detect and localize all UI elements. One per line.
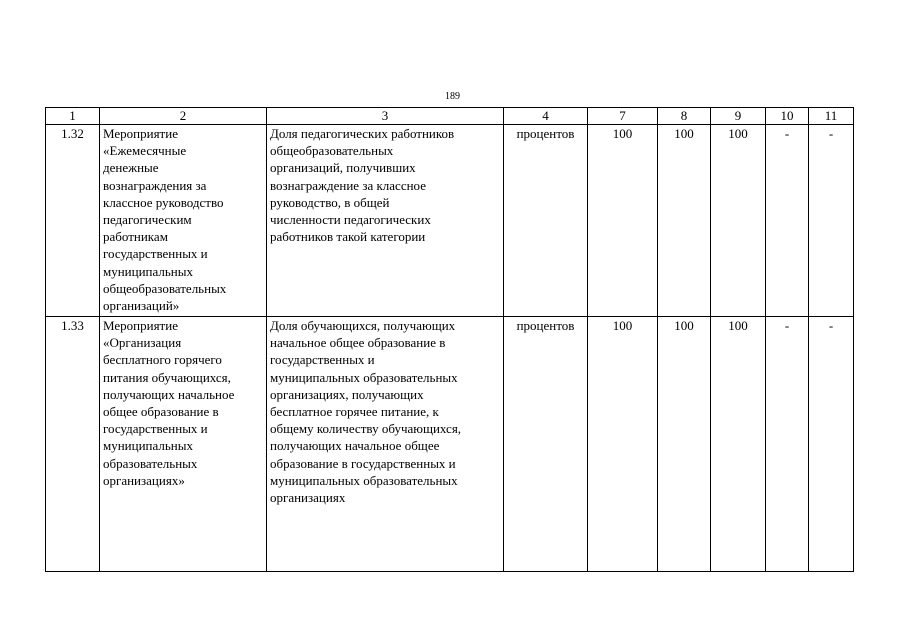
column-header: 2	[100, 108, 267, 125]
unit-cell: процентов	[504, 317, 588, 572]
table-row	[46, 125, 854, 317]
row-number: 1.32	[46, 125, 100, 317]
value-cell-9: 100	[711, 125, 766, 317]
indicator-text: Доля педагогических работников общеобразовательных организаций, получивших вознаграждение за классное руководство, в общей численности педагогических работников такой категории	[270, 126, 455, 245]
unit-cell: процентов	[504, 125, 588, 317]
value-cell-11: -	[809, 125, 854, 317]
event-text: Мероприятие «Ежемесячные денежные вознаграждения за классное руководство педагогическим работникам государственных и муниципальных общеобразовательных организаций»	[103, 126, 227, 314]
column-header: 11	[809, 108, 854, 125]
column-header: 4	[504, 108, 588, 125]
value-cell-7: 100	[588, 317, 658, 572]
value-cell-9: 100	[711, 317, 766, 572]
table-header-row	[46, 108, 854, 125]
event-cell	[100, 317, 267, 572]
value-cell-8: 100	[658, 125, 711, 317]
column-header: 1	[46, 108, 100, 125]
column-header: 7	[588, 108, 658, 125]
column-header: 9	[711, 108, 766, 125]
column-header: 10	[766, 108, 809, 125]
event-text: Мероприятие «Организация бесплатного горячего питания обучающихся, получающих начальное общее образование в государственных и муниципальных образовательных организациях»	[103, 318, 235, 488]
page-number: 189	[445, 91, 460, 102]
table-row	[46, 317, 854, 572]
column-header: 3	[267, 108, 504, 125]
indicator-text: Доля обучающихся, получающих начальное общее образование в государственных и муниципальных образовательных организациях, получающих бесплатное горячее питание, к общему количеству обучающихся, получающих начальное общее образование в государственных и муниципальных образовательных организациях	[270, 318, 462, 506]
row-number: 1.33	[46, 317, 100, 572]
column-header: 8	[658, 108, 711, 125]
event-cell	[100, 125, 267, 317]
indicators-table	[45, 107, 854, 572]
value-cell-10: -	[766, 125, 809, 317]
value-cell-11: -	[809, 317, 854, 572]
indicator-cell	[267, 125, 504, 317]
value-cell-7: 100	[588, 125, 658, 317]
value-cell-10: -	[766, 317, 809, 572]
indicator-cell	[267, 317, 504, 572]
value-cell-8: 100	[658, 317, 711, 572]
